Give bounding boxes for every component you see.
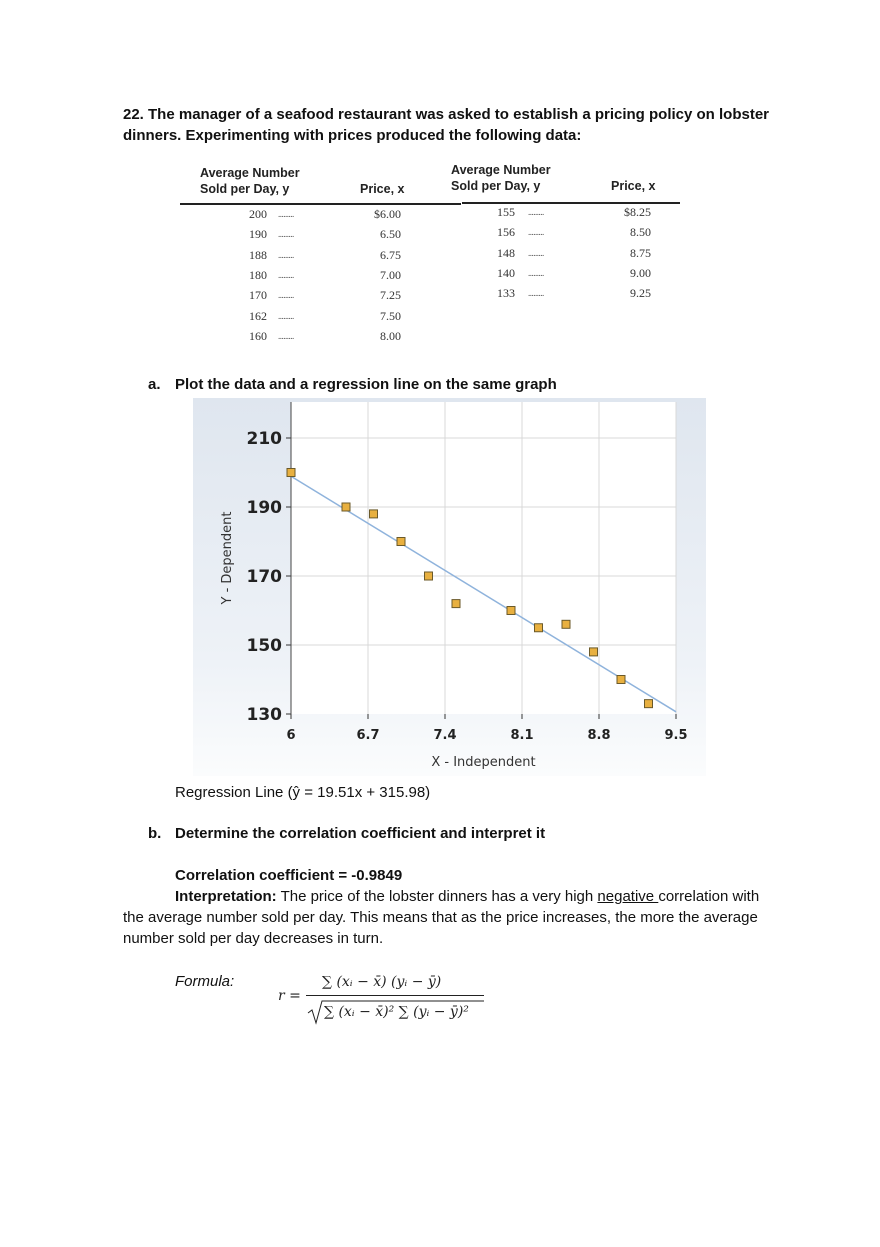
table-cell-sold: 180: [249, 267, 267, 282]
formula-numerator: ∑ (xᵢ − x̄) (yᵢ − ȳ): [322, 974, 442, 990]
table-cell-price: 6.75: [380, 247, 401, 262]
regression-line-text: Regression Line (ŷ = 19.51x + 315.98): [175, 784, 431, 801]
y-tick-label: 210: [246, 429, 282, 449]
part-b-text: Determine the correlation coefficient and interpret it: [175, 825, 546, 842]
part-a-text: Plot the data and a regression line on the same graph: [175, 376, 557, 393]
table-cell-price: $6.00: [374, 207, 401, 221]
table-header-y-left: Average Number Sold per Day, y: [200, 166, 300, 196]
interpretation-label: Interpretation:: [175, 888, 277, 905]
scatter-chart: [193, 398, 706, 776]
table-cell-price: $8.25: [624, 205, 651, 219]
data-point: [342, 503, 350, 511]
formula-label: Formula:: [175, 973, 235, 990]
table-cell-price: 8.75: [630, 245, 651, 260]
interpretation-text: The price of the lobster dinners has a very high: [276, 888, 598, 905]
y-axis-label: Y - Dependent: [220, 511, 235, 605]
table-cell-price: 8.00: [380, 328, 401, 343]
table-leader-dots: .........: [278, 310, 294, 321]
data-point: [370, 510, 378, 518]
interpretation-text-cont: correlation with the average number sold per day. This means that as the price increases, the more the average number sold per day decreases in turn.: [123, 888, 760, 947]
x-tick-label: 6: [286, 728, 296, 743]
table-leader-dots: .........: [528, 267, 544, 278]
table-cell-price: 7.00: [380, 267, 401, 282]
x-tick-label: 9.5: [664, 728, 688, 743]
table-rule-right: [462, 202, 680, 204]
fraction-bar: [306, 995, 484, 996]
y-tick-label: 150: [246, 636, 282, 656]
table-cell-price: 9.25: [630, 286, 651, 301]
x-tick-label: 8.8: [587, 728, 611, 743]
x-tick-label: 6.7: [356, 728, 380, 743]
table-leader-dots: .........: [278, 330, 294, 341]
table-cell-price: 8.50: [630, 225, 651, 240]
table-cell-price: 7.25: [380, 288, 401, 303]
question-text: 22. The manager of a seafood restaurant was asked to establish a pricing policy on lobster dinners. Experimenting with prices produced the following data:: [123, 106, 770, 144]
table-leader-dots: .........: [278, 229, 294, 240]
table-cell-sold: 160: [249, 328, 267, 343]
plot-area: [291, 402, 676, 714]
table-leader-dots: .........: [528, 247, 544, 258]
table-cell-sold: 155: [497, 205, 515, 219]
table-leader-dots: .........: [278, 290, 294, 301]
table-header-x-right: Price, x: [611, 179, 656, 193]
formula-denominator: ∑ (xᵢ − x̄)² ∑ (yᵢ − ȳ)²: [324, 1004, 469, 1020]
table-leader-dots: .........: [278, 269, 294, 280]
data-point: [645, 700, 653, 708]
table-leader-dots: .........: [278, 209, 294, 219]
table-leader-dots: .........: [528, 207, 544, 217]
x-tick-label: 8.1: [510, 728, 534, 743]
data-point: [452, 600, 460, 608]
table-cell-sold: 170: [249, 288, 267, 303]
table-leader-dots: .........: [528, 227, 544, 238]
y-tick-label: 190: [246, 498, 282, 518]
table-cell-sold: 148: [497, 245, 515, 260]
part-a-label: a.: [148, 376, 161, 393]
data-point: [590, 648, 598, 656]
table-header-x-left: Price, x: [360, 182, 405, 196]
table-cell-sold: 188: [249, 247, 267, 262]
y-tick-label: 130: [246, 705, 282, 725]
table-cell-sold: 162: [249, 308, 267, 323]
data-point: [287, 469, 295, 477]
formula-lhs: r =: [278, 988, 301, 1004]
data-point: [397, 538, 405, 546]
data-point: [617, 676, 625, 684]
table-leader-dots: .........: [528, 288, 544, 299]
x-axis-label: X - Independent: [431, 755, 536, 770]
table-cell-price: 6.50: [380, 227, 401, 242]
interpretation-paragraph: [123, 886, 773, 949]
y-tick-label: 170: [246, 567, 282, 587]
underlined-negative: negative: [597, 888, 659, 905]
table-cell-price: 7.50: [380, 308, 401, 323]
data-point: [507, 607, 515, 615]
table-cell-price: 9.00: [630, 265, 651, 280]
x-tick-label: 7.4: [433, 728, 457, 743]
table-cell-sold: 200: [249, 207, 267, 221]
table-cell-sold: 140: [497, 265, 515, 280]
table-header-y-right: Average Number Sold per Day, y: [451, 163, 551, 193]
table-leader-dots: .........: [278, 249, 294, 260]
part-b-label: b.: [148, 825, 162, 842]
table-cell-sold: 133: [497, 286, 515, 301]
table-cell-sold: 156: [497, 225, 515, 240]
chart-svg: [193, 398, 706, 776]
table-rule-left: [180, 203, 461, 205]
data-point: [535, 624, 543, 632]
data-point: [562, 620, 570, 628]
table-cell-sold: 190: [249, 227, 267, 242]
correlation-coefficient: Correlation coefficient = -0.9849: [175, 867, 403, 884]
data-point: [425, 572, 433, 580]
